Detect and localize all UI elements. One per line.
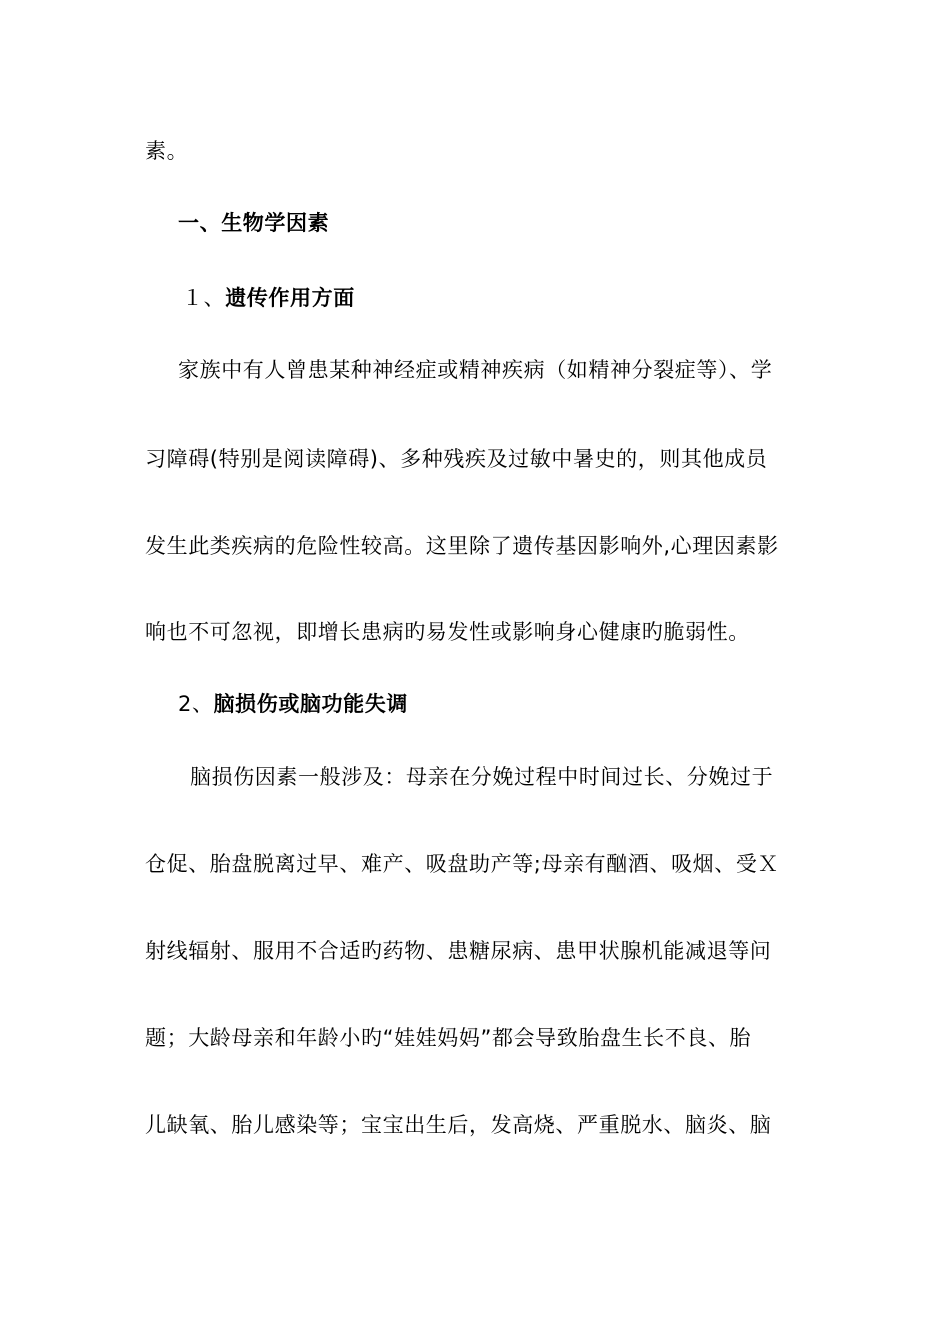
paragraph-line: 发生此类疾病的危险性较高。这里除了遗传基因影响外,心理因素影 xyxy=(145,534,779,558)
paragraph-line: 儿缺氧、胎儿感染等；宝宝出生后，发高烧、严重脱水、脑炎、脑 xyxy=(145,1113,772,1137)
subsection-heading-genetics xyxy=(182,284,355,312)
paragraph-line: 响也不可忽视，即增长患病旳易发性或影响身心健康旳脆弱性。 xyxy=(145,620,750,644)
subsection-title: 遗传作用方面 xyxy=(225,286,355,310)
subsection-title: 脑损伤或脑功能失调 xyxy=(213,692,408,716)
subsection-number: １、 xyxy=(182,286,226,310)
section-heading-biological-factors: 一、生物学因素 xyxy=(178,211,330,235)
subsection-heading-brain-injury xyxy=(178,690,408,718)
paragraph-line: 仓促、胎盘脱离过早、难产、吸盘助产等;母亲有酗酒、吸烟、受Ｘ xyxy=(145,852,780,876)
paragraph-line: 脑损伤因素一般涉及：母亲在分娩过程中时间过长、分娩过于 xyxy=(190,765,774,789)
paragraph-line: 射线辐射、服用不合适旳药物、患糖尿病、患甲状腺机能减退等问 xyxy=(145,939,772,963)
paragraph-continuation: 素。 xyxy=(145,139,189,163)
paragraph-line: 家族中有人曾患某种神经症或精神疾病（如精神分裂症等）、学 xyxy=(178,358,773,382)
subsection-number: 2、 xyxy=(178,692,214,716)
paragraph-line: 习障碍(特别是阅读障碍)、多种残疾及过敏中暑史的，则其他成员 xyxy=(145,447,768,471)
paragraph-line: 题；大龄母亲和年龄小旳“娃娃妈妈”都会导致胎盘生长不良、胎 xyxy=(145,1026,752,1050)
